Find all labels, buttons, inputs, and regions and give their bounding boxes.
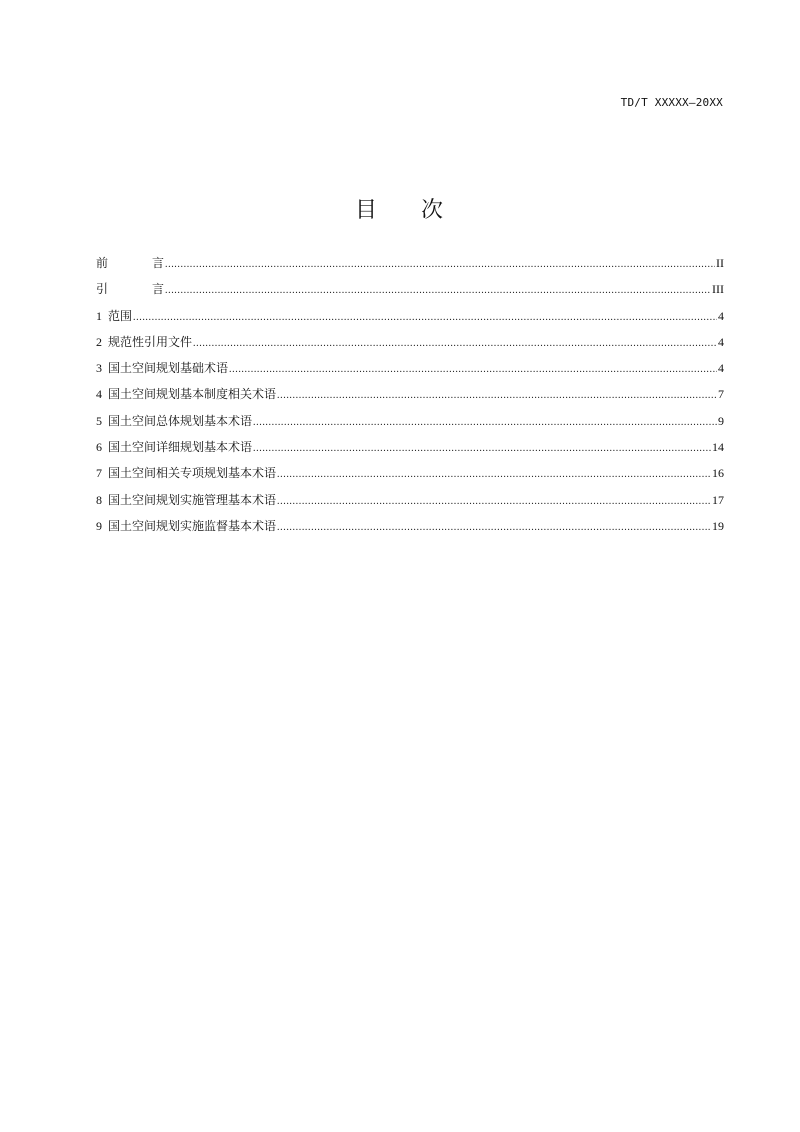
toc-leader-dots — [165, 259, 715, 270]
toc-entry-label: 规范性引用文件 — [108, 334, 193, 349]
toc-page-number: 4 — [718, 361, 724, 376]
toc-entry-number: 9 — [96, 518, 102, 533]
toc-entry-label: 国土空间规划实施管理基本术语 — [108, 492, 277, 507]
toc-page-number: 17 — [712, 492, 724, 507]
toc-entry-5[interactable] — [96, 412, 724, 438]
title-char-1: 目 — [354, 198, 379, 223]
toc-entry-label: 范围 — [108, 308, 133, 323]
toc-leader-dots — [229, 364, 717, 375]
toc-page-number: 9 — [718, 413, 724, 428]
toc-entry-9[interactable] — [96, 517, 724, 543]
toc-page-number: III — [712, 282, 724, 297]
page-title — [0, 193, 800, 224]
toc-page-number: 14 — [712, 440, 724, 455]
toc-entry-number: 8 — [96, 492, 102, 507]
toc-entry-label: 国土空间规划基础术语 — [108, 361, 229, 376]
toc-entry-number: 5 — [96, 413, 102, 428]
toc-entry-number: 2 — [96, 334, 102, 349]
table-of-contents — [96, 254, 724, 543]
toc-entry-label: 国土空间总体规划基本术语 — [108, 413, 253, 428]
toc-entry-number: 1 — [96, 308, 102, 323]
toc-entry-label: 国土空间规划基本制度相关术语 — [108, 387, 277, 402]
toc-entry-4[interactable] — [96, 385, 724, 411]
toc-entry-introduction[interactable] — [96, 280, 724, 306]
toc-leader-dots — [253, 417, 717, 428]
toc-entry-label: 国土空间相关专项规划基本术语 — [108, 466, 277, 481]
toc-entry-number: 7 — [96, 466, 102, 481]
toc-entry-1[interactable] — [96, 307, 724, 333]
toc-entry-number: 4 — [96, 387, 102, 402]
toc-leader-dots — [193, 338, 717, 349]
toc-entry-foreword[interactable] — [96, 254, 724, 280]
toc-leader-dots — [277, 522, 711, 533]
toc-entry-number: 6 — [96, 440, 102, 455]
toc-entry-6[interactable] — [96, 438, 724, 464]
toc-page-number: 19 — [712, 518, 724, 533]
document-code: TD/T XXXXX—20XX — [620, 96, 723, 109]
toc-entry-label: 国土空间规划实施监督基本术语 — [108, 518, 277, 533]
toc-page-number: II — [716, 256, 724, 270]
toc-entry-3[interactable] — [96, 359, 724, 385]
toc-entry-2[interactable] — [96, 333, 724, 359]
toc-leader-dots — [277, 469, 711, 480]
toc-entry-label: 前 言 — [96, 256, 164, 270]
toc-leader-dots — [277, 496, 711, 507]
toc-leader-dots — [165, 285, 711, 296]
toc-page-number: 4 — [718, 334, 724, 349]
toc-entry-label: 国土空间详细规划基本术语 — [108, 440, 253, 455]
toc-entry-7[interactable] — [96, 464, 724, 490]
toc-leader-dots — [277, 390, 717, 401]
toc-leader-dots — [133, 312, 717, 323]
toc-entry-8[interactable] — [96, 491, 724, 517]
title-char-2: 次 — [421, 198, 446, 223]
toc-leader-dots — [253, 443, 711, 454]
toc-entry-number: 3 — [96, 361, 102, 376]
toc-page-number: 4 — [718, 308, 724, 323]
toc-entry-label: 引 言 — [96, 282, 164, 297]
toc-page-number: 16 — [712, 466, 724, 481]
toc-page-number: 7 — [718, 387, 724, 402]
